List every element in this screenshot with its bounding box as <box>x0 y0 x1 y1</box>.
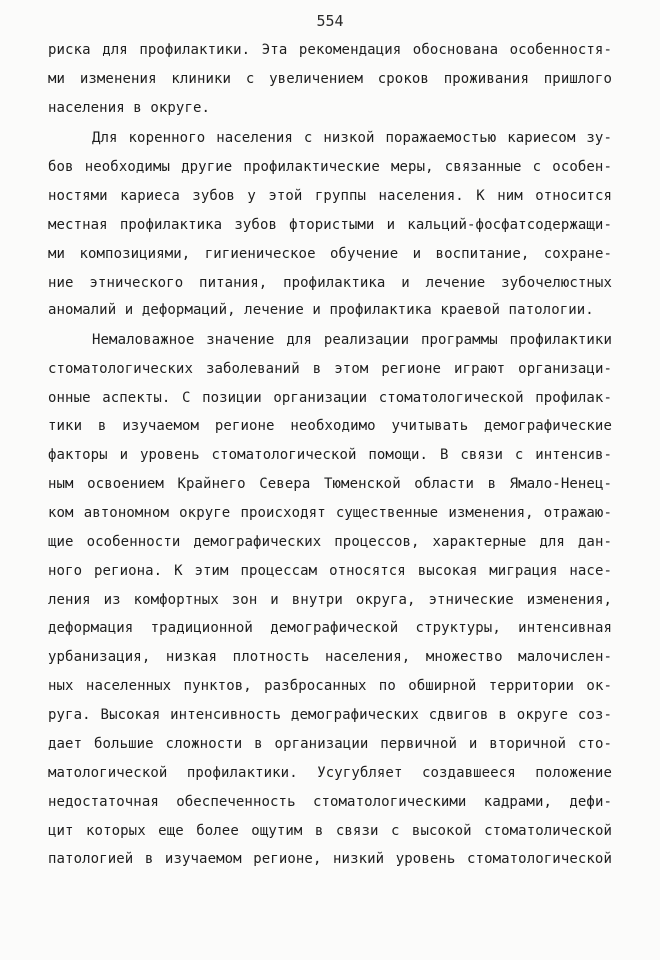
page-number: 554 <box>316 12 344 30</box>
text-line: щие особенности демографических процессов, характерные для дан- <box>48 534 612 550</box>
text-line: деформация традиционной демографической структуры, интенсивная <box>48 620 612 636</box>
text-line: матологической профилактики. Усугубляет создавшееся положение <box>48 765 612 781</box>
text-line: руга. Высокая интенсивность демографических сдвигов в округе соз- <box>48 707 612 723</box>
text-line: урбанизация, низкая плотность населения, множество малочислен- <box>48 649 612 665</box>
text-line: ных населенных пунктов, разбросанных по обширной территории ок- <box>48 678 612 694</box>
text-line: ного региона. К этим процессам относятся высокая миграция насе- <box>48 563 612 579</box>
text-line: ностями кариеса зубов у этой группы населения. К ним относится <box>48 188 612 204</box>
text-line: ления из комфортных зон и внутри округа, этнические изменения, <box>48 592 612 608</box>
text-line: аномалий и деформаций, лечение и профилактика краевой патологии. <box>48 302 594 318</box>
text-line: ми композициями, гигиеническое обучение и воспитание, сохране- <box>48 246 612 262</box>
text-line: дает большие сложности в организации первичной и вторичной сто- <box>48 736 612 752</box>
text-line: ным освоением Крайнего Севера Тюменской области в Ямало-Ненец- <box>48 476 612 492</box>
text-line: недостаточная обеспеченность стоматологическими кадрами, дефи- <box>48 794 612 810</box>
text-line: местная профилактика зубов фтористыми и кальций-фосфатсодержащи- <box>48 217 612 233</box>
text-line: цит которых еще более ощутим в связи с высокой стоматолической <box>48 823 612 839</box>
text-line: бов необходимы другие профилактические меры, связанные с особен- <box>48 159 612 175</box>
text-line: ми изменения клиники с увеличением сроков проживания пришлого <box>48 71 612 87</box>
text-line: ние этнического питания, профилактика и лечение зубочелюстных <box>48 275 612 291</box>
paragraph-first-line: Для коренного населения с низкой поражаемостью кариесом зу- <box>92 130 612 146</box>
text-line: тики в изучаемом регионе необходимо учитывать демографические <box>48 418 612 434</box>
paragraph-first-line: Немаловажное значение для реализации программы профилактики <box>92 332 612 348</box>
text-line: ком автономном округе происходят существенные изменения, отражаю- <box>48 505 612 521</box>
text-line: населения в округе. <box>48 100 211 116</box>
text-line: патологией в изучаемом регионе, низкий уровень стоматологической <box>48 851 612 867</box>
text-line: стоматологических заболеваний в этом регионе играют организаци- <box>48 361 612 377</box>
text-line: риска для профилактики. Эта рекомендация обоснована особенностя- <box>48 42 612 58</box>
text-line: онные аспекты. С позиции организации стоматологической профилак- <box>48 390 612 406</box>
text-line: факторы и уровень стоматологической помощи. В связи с интенсив- <box>48 447 612 463</box>
